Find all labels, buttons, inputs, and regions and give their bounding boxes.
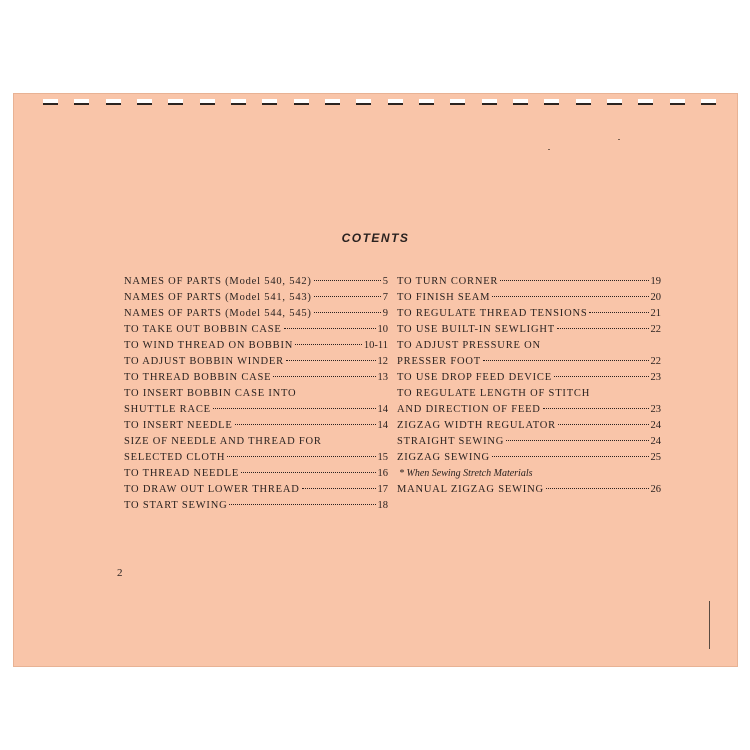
toc-entry-title: SIZE OF NEEDLE AND THREAD FOR	[124, 436, 322, 447]
dot-leader	[558, 424, 649, 425]
toc-entry-title: NAMES OF PARTS (Model 540, 542)	[124, 276, 312, 287]
toc-entry-title: ZIGZAG WIDTH REGULATOR	[397, 420, 556, 431]
toc-entry-line	[397, 274, 661, 290]
dot-leader	[492, 296, 648, 297]
binding-hole	[262, 99, 277, 105]
toc-entry-title: ZIGZAG SEWING	[397, 452, 490, 463]
toc-note: * When Sewing Stretch Materials	[399, 468, 533, 479]
page-number: 2	[117, 567, 123, 579]
toc-entry	[124, 274, 388, 290]
dot-leader	[241, 472, 375, 473]
toc-entry-line	[124, 482, 388, 498]
toc-entry-title: TO REGULATE LENGTH OF STITCH	[397, 388, 591, 399]
toc-entry	[397, 274, 661, 290]
toc-entry-line	[124, 450, 388, 466]
toc-entry-title: NAMES OF PARTS (Model 544, 545)	[124, 308, 312, 319]
dot-leader	[492, 456, 649, 457]
dot-leader	[314, 280, 381, 281]
toc-entry-title: TO TAKE OUT BOBBIN CASE	[124, 324, 282, 335]
toc-entry	[124, 386, 388, 418]
toc-entry-title: SELECTED CLOTH	[124, 452, 226, 463]
toc-entry-page: 22	[650, 324, 661, 335]
dot-leader	[213, 408, 376, 409]
binding-hole	[231, 99, 246, 105]
binding-hole	[638, 99, 653, 105]
toc-entry	[397, 322, 661, 338]
binding-hole	[388, 99, 403, 105]
binding-hole	[294, 99, 309, 105]
toc-entry-title: TO ADJUST BOBBIN WINDER	[124, 356, 284, 367]
toc-entry	[397, 434, 661, 450]
binding-hole	[513, 99, 528, 105]
toc-entry-line	[397, 434, 661, 450]
toc-entry-line	[397, 418, 661, 434]
toc-entry-page: 23	[650, 372, 661, 383]
toc-entry-page: 5	[382, 276, 388, 287]
toc-entry-line	[397, 402, 661, 418]
toc-entry-line	[124, 402, 388, 418]
dot-leader	[483, 360, 649, 361]
toc-entry-title: SHUTTLE RACE	[124, 404, 211, 415]
toc-entry-title: TO INSERT NEEDLE	[124, 420, 233, 431]
binding-hole	[325, 99, 340, 105]
binding-hole	[106, 99, 121, 105]
toc-entry-line	[397, 370, 661, 386]
toc-entry	[124, 290, 388, 306]
toc-entry	[124, 482, 388, 498]
dot-leader	[284, 328, 376, 329]
toc-entry-page: 19	[650, 276, 661, 287]
toc-entry	[397, 450, 661, 466]
toc-entry	[124, 466, 388, 482]
binding-hole	[607, 99, 622, 105]
toc-entry	[397, 482, 661, 498]
toc-entry-title: TO DRAW OUT LOWER THREAD	[124, 484, 300, 495]
binding-hole	[43, 99, 58, 105]
toc-entry-page: 23	[650, 404, 661, 415]
toc-entry-title: TO INSERT BOBBIN CASE INTO	[124, 388, 297, 399]
toc-entry-page: 22	[650, 356, 661, 367]
toc-entry	[397, 370, 661, 386]
toc-entry-title: TO TURN CORNER	[397, 276, 499, 287]
toc-entry-title: TO FINISH SEAM	[397, 292, 491, 303]
toc-entry-line	[124, 418, 388, 434]
dot-leader	[546, 488, 649, 489]
binding-hole	[356, 99, 371, 105]
binding-hole	[419, 99, 434, 105]
toc-entry	[397, 386, 661, 418]
toc-entry	[124, 354, 388, 370]
toc-entry-page: 13	[377, 372, 388, 383]
toc-entry-title: TO THREAD NEEDLE	[124, 468, 240, 479]
toc-entry-line	[124, 306, 388, 322]
toc-entry-title: AND DIRECTION OF FEED	[397, 404, 541, 415]
binding-hole	[544, 99, 559, 105]
toc-entry	[124, 322, 388, 338]
binding-hole	[701, 99, 716, 105]
toc-entry-line	[124, 370, 388, 386]
dot-leader	[506, 440, 648, 441]
toc-entry-line	[124, 338, 388, 354]
toc-entry-line	[124, 354, 388, 370]
toc-entry-line	[397, 354, 661, 370]
toc-entry-line	[397, 322, 661, 338]
dot-leader	[314, 312, 381, 313]
binding-hole	[168, 99, 183, 105]
binding-hole	[74, 99, 89, 105]
binding-hole	[670, 99, 685, 105]
toc-entry-page: 16	[377, 468, 388, 479]
toc-entry-page: 21	[650, 308, 661, 319]
toc-entry-page: 14	[377, 404, 388, 415]
dot-leader	[500, 280, 648, 281]
toc-entry-line	[124, 290, 388, 306]
dot-leader	[227, 456, 375, 457]
toc-entry-title: PRESSER FOOT	[397, 356, 481, 367]
dot-leader	[295, 344, 362, 345]
dot-leader	[314, 296, 381, 297]
toc-entry-title: TO THREAD BOBBIN CASE	[124, 372, 272, 383]
dot-leader	[286, 360, 376, 361]
toc-entry	[124, 418, 388, 434]
dot-leader	[229, 504, 375, 505]
toc-entry-line	[124, 466, 388, 482]
dot-leader	[554, 376, 649, 377]
binding-hole	[576, 99, 591, 105]
toc-entry	[397, 306, 661, 322]
toc-entry-page: 7	[382, 292, 388, 303]
toc-entry-page: 10-11	[363, 340, 388, 351]
binding-hole	[450, 99, 465, 105]
toc-right-column	[397, 274, 661, 498]
dot-leader	[589, 312, 648, 313]
dot-leader	[557, 328, 649, 329]
toc-entry-title: NAMES OF PARTS (Model 541, 543)	[124, 292, 312, 303]
toc-entry-page: 12	[377, 356, 388, 367]
toc-left-column	[124, 274, 388, 514]
manual-page	[13, 93, 738, 667]
toc-entry-page: 14	[377, 420, 388, 431]
margin-line	[709, 601, 710, 649]
dot-leader	[543, 408, 649, 409]
toc-entry-title: TO USE BUILT-IN SEWLIGHT	[397, 324, 555, 335]
toc-entry-page: 24	[650, 420, 661, 431]
toc-entry-line	[124, 498, 388, 514]
toc-entry-title: TO START SEWING	[124, 500, 228, 511]
toc-entry-title: MANUAL ZIGZAG SEWING	[397, 484, 544, 495]
toc-entry-title: TO ADJUST PRESSURE ON	[397, 340, 541, 351]
dot-leader	[235, 424, 376, 425]
toc-entry-line	[124, 274, 388, 290]
toc-entry-page: 17	[377, 484, 388, 495]
toc-entry	[397, 466, 661, 482]
toc-entry	[397, 418, 661, 434]
binding-holes	[13, 99, 738, 105]
toc-entry-page: 18	[377, 500, 388, 511]
toc-entry-line	[397, 290, 661, 306]
binding-hole	[200, 99, 215, 105]
toc-entry-title: TO USE DROP FEED DEVICE	[397, 372, 552, 383]
toc-entry-line	[124, 322, 388, 338]
contents-title: COTENTS	[341, 231, 410, 245]
toc-entry-line	[397, 482, 661, 498]
dot-leader	[273, 376, 375, 377]
toc-entry-title: STRAIGHT SEWING	[397, 436, 505, 447]
dot-leader	[302, 488, 376, 489]
toc-entry-title: TO REGULATE THREAD TENSIONS	[397, 308, 588, 319]
toc-entry	[124, 306, 388, 322]
toc-entry-page: 26	[650, 484, 661, 495]
toc-entry-page: 15	[377, 452, 388, 463]
toc-entry-page: 20	[650, 292, 661, 303]
toc-entry-line	[397, 450, 661, 466]
toc-entry	[124, 338, 388, 354]
toc-entry	[397, 290, 661, 306]
paper-speck	[618, 139, 620, 140]
toc-entry	[397, 338, 661, 370]
binding-hole	[137, 99, 152, 105]
toc-entry	[124, 498, 388, 514]
toc-entry-page: 24	[650, 436, 661, 447]
toc-entry-page: 10	[377, 324, 388, 335]
toc-entry	[124, 370, 388, 386]
toc-entry-line	[397, 306, 661, 322]
binding-hole	[482, 99, 497, 105]
toc-entry-page: 9	[382, 308, 388, 319]
paper-speck	[548, 149, 550, 150]
toc-entry	[124, 434, 388, 466]
toc-entry-page: 25	[650, 452, 661, 463]
toc-entry-title: TO WIND THREAD ON BOBBIN	[124, 340, 294, 351]
